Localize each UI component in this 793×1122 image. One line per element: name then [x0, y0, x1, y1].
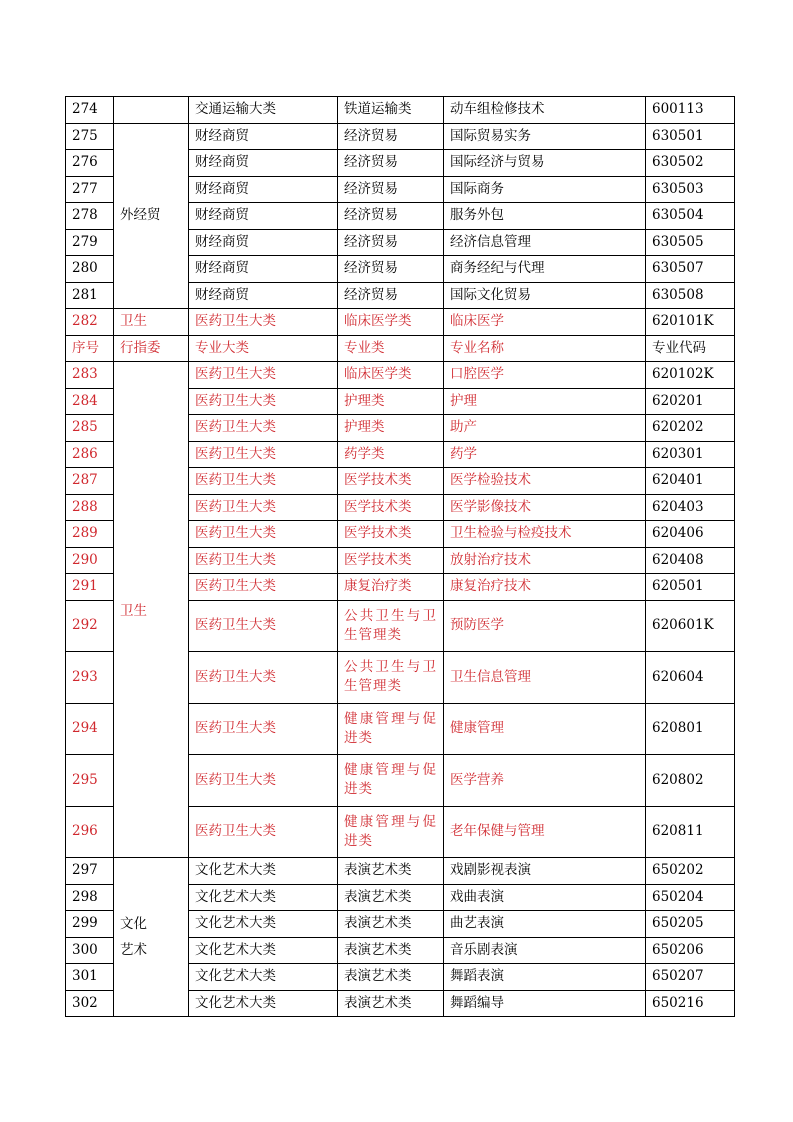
row-number: 301	[66, 964, 114, 991]
category-cell: 文化艺术大类	[189, 990, 338, 1017]
row-number: 280	[66, 256, 114, 283]
table-header-row	[66, 335, 735, 362]
category-cell: 财经商贸	[189, 150, 338, 177]
category-cell: 医药卫生大类	[189, 600, 338, 652]
category-cell: 医药卫生大类	[189, 703, 338, 755]
class-cell: 表演艺术类	[338, 990, 444, 1017]
row-number: 284	[66, 388, 114, 415]
code-cell: 620401	[646, 468, 735, 495]
name-cell: 临床医学	[444, 309, 646, 336]
code-cell: 620601K	[646, 600, 735, 652]
class-cell: 护理类	[338, 415, 444, 442]
code-cell: 620604	[646, 652, 735, 704]
name-cell: 舞蹈表演	[444, 964, 646, 991]
category-cell: 医药卫生大类	[189, 521, 338, 548]
category-cell: 财经商贸	[189, 282, 338, 309]
row-number: 300	[66, 937, 114, 964]
code-cell: 620301	[646, 441, 735, 468]
code-cell: 620802	[646, 755, 735, 807]
class-cell: 经济贸易	[338, 256, 444, 283]
category-cell: 医药卫生大类	[189, 468, 338, 495]
committee-cell-empty	[114, 97, 189, 124]
name-cell: 康复治疗技术	[444, 574, 646, 601]
code-cell: 630508	[646, 282, 735, 309]
category-cell: 医药卫生大类	[189, 415, 338, 442]
category-cell: 交通运输大类	[189, 97, 338, 124]
code-cell: 620202	[646, 415, 735, 442]
class-cell: 经济贸易	[338, 176, 444, 203]
code-cell: 630501	[646, 123, 735, 150]
class-cell: 表演艺术类	[338, 937, 444, 964]
row-number: 289	[66, 521, 114, 548]
table-row	[66, 309, 735, 336]
name-cell: 卫生检验与检疫技术	[444, 521, 646, 548]
category-cell: 医药卫生大类	[189, 652, 338, 704]
category-cell: 医药卫生大类	[189, 755, 338, 807]
committee-weisheng: 卫生	[114, 362, 189, 858]
class-cell: 临床医学类	[338, 309, 444, 336]
row-number: 275	[66, 123, 114, 150]
category-cell: 文化艺术大类	[189, 911, 338, 938]
name-cell: 医学影像技术	[444, 494, 646, 521]
code-cell: 620201	[646, 388, 735, 415]
class-cell: 铁道运输类	[338, 97, 444, 124]
category-cell: 医药卫生大类	[189, 494, 338, 521]
name-cell: 医学营养	[444, 755, 646, 807]
name-cell: 药学	[444, 441, 646, 468]
row-number: 298	[66, 884, 114, 911]
name-cell: 国际贸易实务	[444, 123, 646, 150]
name-cell: 助产	[444, 415, 646, 442]
name-cell: 健康管理	[444, 703, 646, 755]
code-cell: 620801	[646, 703, 735, 755]
row-number: 299	[66, 911, 114, 938]
class-cell: 公共卫生与卫生管理类	[338, 600, 444, 652]
row-number: 294	[66, 703, 114, 755]
category-cell: 财经商贸	[189, 229, 338, 256]
name-cell: 商务经纪与代理	[444, 256, 646, 283]
class-cell: 医学技术类	[338, 521, 444, 548]
table-row	[66, 97, 735, 124]
code-cell: 620101K	[646, 309, 735, 336]
code-cell: 620102K	[646, 362, 735, 389]
class-cell: 康复治疗类	[338, 574, 444, 601]
code-cell: 650205	[646, 911, 735, 938]
code-cell: 630503	[646, 176, 735, 203]
name-cell: 口腔医学	[444, 362, 646, 389]
category-cell: 医药卫生大类	[189, 362, 338, 389]
class-cell: 表演艺术类	[338, 911, 444, 938]
class-cell: 健康管理与促进类	[338, 703, 444, 755]
committee-waijingmao: 外经贸	[114, 123, 189, 309]
row-number: 282	[66, 309, 114, 336]
class-cell: 表演艺术类	[338, 964, 444, 991]
header-committee: 行指委	[114, 335, 189, 362]
table-body	[66, 97, 735, 1017]
row-number: 288	[66, 494, 114, 521]
row-number: 297	[66, 858, 114, 885]
row-number: 283	[66, 362, 114, 389]
class-cell: 经济贸易	[338, 229, 444, 256]
code-cell: 620403	[646, 494, 735, 521]
row-number: 274	[66, 97, 114, 124]
name-cell: 舞蹈编导	[444, 990, 646, 1017]
category-cell: 文化艺术大类	[189, 884, 338, 911]
row-number: 291	[66, 574, 114, 601]
header-code: 专业代码	[646, 335, 735, 362]
code-cell: 600113	[646, 97, 735, 124]
class-cell: 健康管理与促进类	[338, 755, 444, 807]
category-cell: 医药卫生大类	[189, 547, 338, 574]
committee-wenhua-yishu: 文化 艺术	[114, 858, 189, 1017]
table-row	[66, 123, 735, 150]
class-cell: 医学技术类	[338, 547, 444, 574]
name-cell: 国际文化贸易	[444, 282, 646, 309]
name-cell: 曲艺表演	[444, 911, 646, 938]
header-name: 专业名称	[444, 335, 646, 362]
row-number: 295	[66, 755, 114, 807]
category-cell: 财经商贸	[189, 123, 338, 150]
code-cell: 650204	[646, 884, 735, 911]
category-cell: 医药卫生大类	[189, 806, 338, 858]
code-cell: 620408	[646, 547, 735, 574]
row-number: 292	[66, 600, 114, 652]
class-cell: 公共卫生与卫生管理类	[338, 652, 444, 704]
code-cell: 650216	[646, 990, 735, 1017]
row-number: 293	[66, 652, 114, 704]
table-row	[66, 858, 735, 885]
class-cell: 药学类	[338, 441, 444, 468]
name-cell: 放射治疗技术	[444, 547, 646, 574]
name-cell: 动车组检修技术	[444, 97, 646, 124]
code-cell: 650207	[646, 964, 735, 991]
header-category: 专业大类	[189, 335, 338, 362]
name-cell: 经济信息管理	[444, 229, 646, 256]
name-cell: 护理	[444, 388, 646, 415]
row-number: 286	[66, 441, 114, 468]
name-cell: 卫生信息管理	[444, 652, 646, 704]
name-cell: 国际商务	[444, 176, 646, 203]
code-cell: 650206	[646, 937, 735, 964]
class-cell: 表演艺术类	[338, 884, 444, 911]
category-cell: 医药卫生大类	[189, 574, 338, 601]
row-number: 278	[66, 203, 114, 230]
class-cell: 健康管理与促进类	[338, 806, 444, 858]
category-cell: 文化艺术大类	[189, 858, 338, 885]
category-cell: 财经商贸	[189, 256, 338, 283]
code-cell: 620501	[646, 574, 735, 601]
category-cell: 医药卫生大类	[189, 441, 338, 468]
category-cell: 医药卫生大类	[189, 309, 338, 336]
row-number: 285	[66, 415, 114, 442]
header-num: 序号	[66, 335, 114, 362]
class-cell: 表演艺术类	[338, 858, 444, 885]
code-cell: 630502	[646, 150, 735, 177]
category-cell: 文化艺术大类	[189, 937, 338, 964]
code-cell: 620406	[646, 521, 735, 548]
row-number: 290	[66, 547, 114, 574]
category-cell: 文化艺术大类	[189, 964, 338, 991]
class-cell: 临床医学类	[338, 362, 444, 389]
name-cell: 医学检验技术	[444, 468, 646, 495]
name-cell: 戏曲表演	[444, 884, 646, 911]
name-cell: 音乐剧表演	[444, 937, 646, 964]
header-class: 专业类	[338, 335, 444, 362]
row-number: 277	[66, 176, 114, 203]
row-number: 276	[66, 150, 114, 177]
class-cell: 医学技术类	[338, 494, 444, 521]
row-number: 296	[66, 806, 114, 858]
name-cell: 戏剧影视表演	[444, 858, 646, 885]
code-cell: 630504	[646, 203, 735, 230]
category-cell: 财经商贸	[189, 203, 338, 230]
name-cell: 服务外包	[444, 203, 646, 230]
class-cell: 经济贸易	[338, 203, 444, 230]
class-cell: 护理类	[338, 388, 444, 415]
row-number: 279	[66, 229, 114, 256]
class-cell: 经济贸易	[338, 123, 444, 150]
row-number: 287	[66, 468, 114, 495]
class-cell: 经济贸易	[338, 150, 444, 177]
name-cell: 老年保健与管理	[444, 806, 646, 858]
row-number: 281	[66, 282, 114, 309]
table-row	[66, 362, 735, 389]
code-cell: 650202	[646, 858, 735, 885]
class-cell: 医学技术类	[338, 468, 444, 495]
row-number: 302	[66, 990, 114, 1017]
category-cell: 财经商贸	[189, 176, 338, 203]
name-cell: 国际经济与贸易	[444, 150, 646, 177]
committee-weisheng: 卫生	[114, 309, 189, 336]
category-cell: 医药卫生大类	[189, 388, 338, 415]
specialty-table	[65, 96, 735, 1017]
code-cell: 620811	[646, 806, 735, 858]
name-cell: 预防医学	[444, 600, 646, 652]
code-cell: 630507	[646, 256, 735, 283]
class-cell: 经济贸易	[338, 282, 444, 309]
code-cell: 630505	[646, 229, 735, 256]
